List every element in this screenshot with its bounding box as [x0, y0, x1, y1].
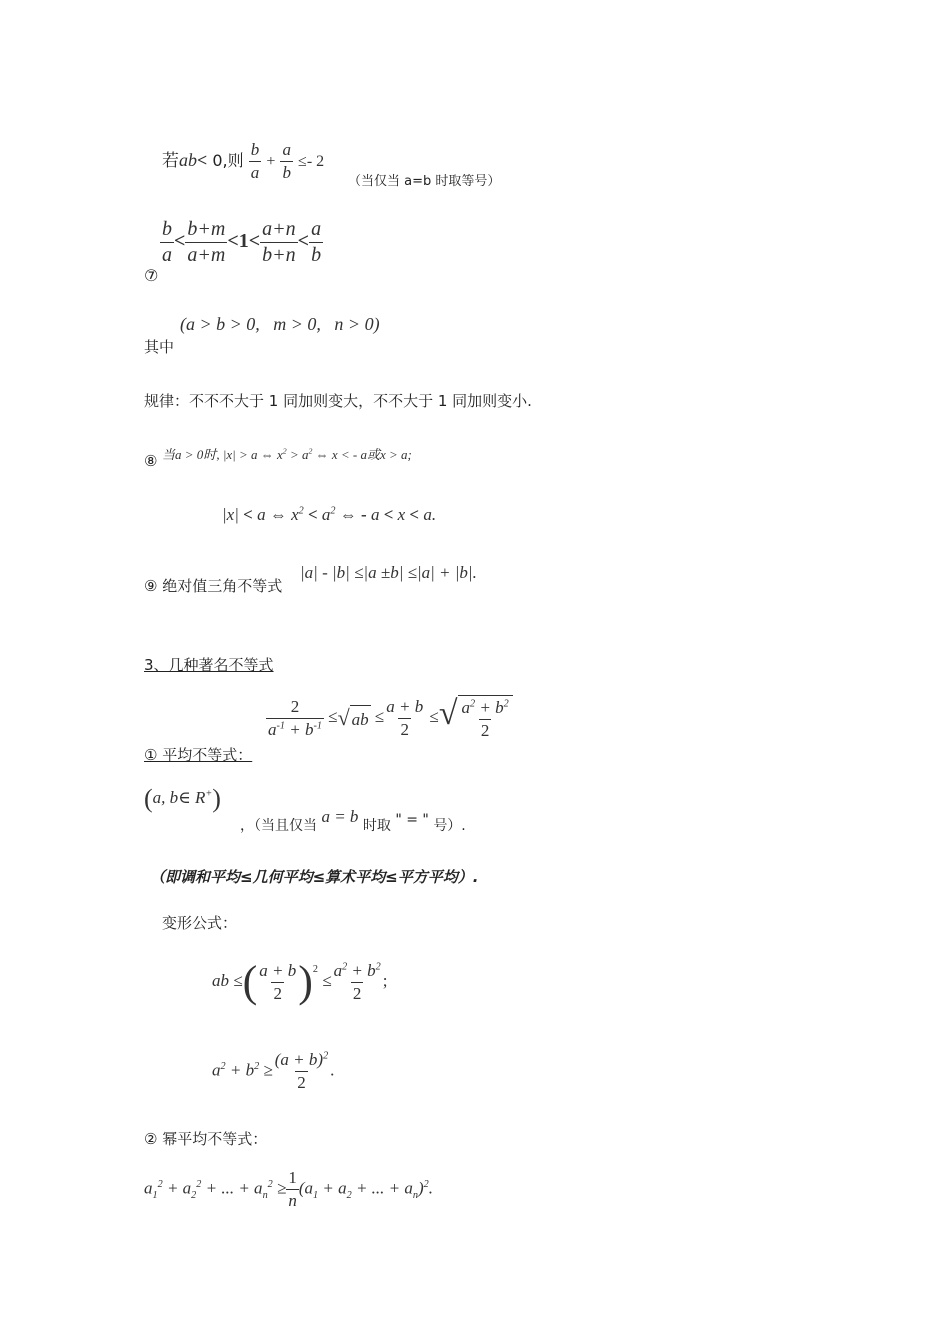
circled-eight: ⑧: [144, 452, 158, 470]
fraction-chain-inequality: $\frac{b}{a}$ < $\frac{b+m}{a+m}$ <1< $\frac{a+n}{b+n}$ < $\frac{a}{b}$: [162, 218, 322, 266]
mean-inequality-label: [144, 744, 252, 765]
triangle-inequality-label: ⑨ 绝对值三角不等式: [144, 577, 283, 595]
positive-reals-condition: (a, b∈ R+): [144, 784, 221, 813]
mean-summary: （即调和平均≤几何平均≤算术平均≤平方平均）.: [150, 868, 479, 886]
cond-part3: 号）.: [433, 818, 466, 834]
inequality-ab-negative: 若ab< 0,则 $\frac{b}{a}$ + $\frac{a}{b}$ ≤- 2: [162, 140, 325, 182]
variant-formula-2: $a^2 + b^2$ ≥ $\frac{(a + b)^2}{2}$ .: [212, 1050, 335, 1092]
cond-part2: 时取: [362, 818, 391, 834]
cond-part1: ，（当且仅当: [240, 818, 317, 834]
circled-seven: ⑦: [144, 266, 159, 285]
abs-less-equivalence: |x| < a ⇔ $x^2 < a^2$ ⇔ - a < x < a.: [222, 505, 437, 524]
triangle-inequality-formula: |a| - |b| ≤|a ±b| ≤|a| + |b|.: [300, 563, 477, 582]
rule-text: 规律：不不不大于 1 同加则变大，不不大于 1 同加则变小.: [144, 392, 532, 410]
power-mean-formula: $a_1^2 + a_2^2$ + ... + $a_n^2$ ≥ $\frac{1}{n}$ ($a_1 + a_2$ + ... + $a_n)^2$.: [144, 1168, 433, 1210]
abs-greater-equivalence: 当a > 0时, |x| > a ⇔ $x^2 > a^2$ ⇔ x < - a或x > a;: [162, 446, 412, 463]
text-if: 若: [162, 151, 179, 171]
text-where: 其中: [144, 338, 175, 356]
equality-note: （当仅当 a=b 时取等号）: [348, 174, 501, 189]
text-then: 0,则: [212, 151, 244, 170]
mean-inequality-formula: $\frac{2}{a^{-1} + b^{-1}}$ ≤ √ ab ≤ $\frac{a + b}{2}$ ≤ √ $\frac{a^2 + b^2}{2}$: [266, 695, 513, 741]
equality-condition: ，（当且仅当 a = b 时取 " = " 号）.: [240, 807, 466, 834]
section-title: 3、几种著名不等式: [144, 656, 274, 674]
variant-formula-1: ab ≤( $\frac{a + b}{2}$ )$^2$ ≤ $\frac{a^2 + b^2}{2}$ ;: [212, 957, 388, 1006]
condition-where: (a > b > 0, m > 0, n > 0): [180, 314, 380, 334]
mean-inequality-label-text: ① 平均不等式：: [144, 746, 253, 764]
cond-eq-sign: " = ": [395, 812, 429, 828]
variant-label: 变形公式：: [162, 914, 238, 932]
power-mean-label: ② 幂平均不等式：: [144, 1130, 268, 1148]
